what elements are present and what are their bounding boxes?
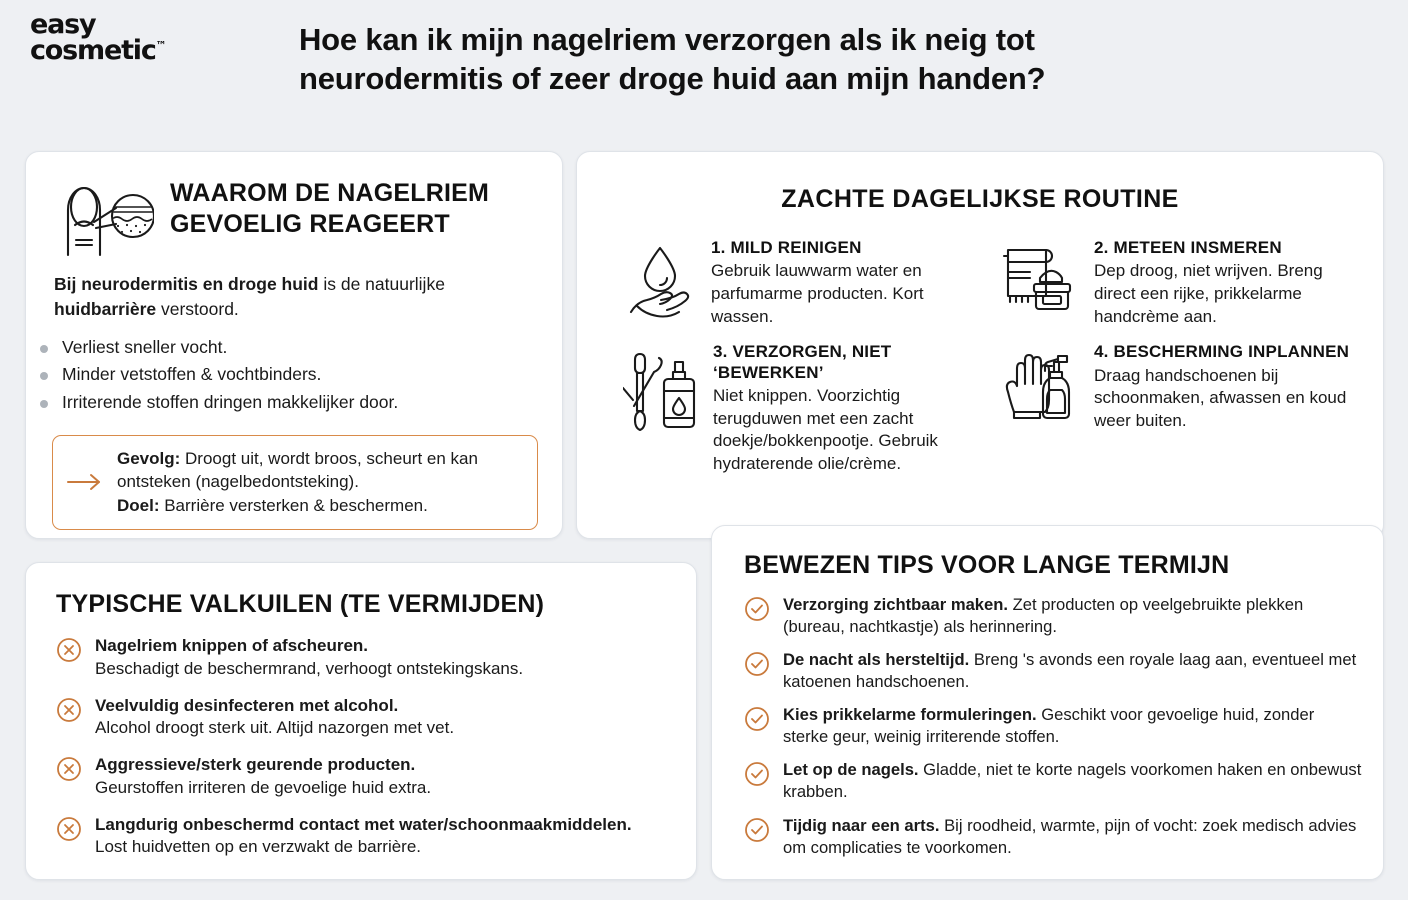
tip-text — [783, 649, 1363, 693]
circle-x-icon — [56, 637, 82, 663]
tip-bold: Kies prikkelarme formuleringen. — [783, 705, 1037, 725]
tip-text — [783, 594, 1363, 638]
page-title: Hoe kan ik mijn nagelriem verzorgen als ik neig tot neurodermitis of zeer droge huid aan mijn handen? — [299, 22, 1046, 97]
valkuilen-list — [26, 619, 696, 859]
card-waarom-bullet-list — [36, 334, 562, 417]
routine-step-3 — [623, 342, 986, 475]
routine-step-1 — [623, 238, 986, 328]
tip-detail: Zet producten op veelgebruikte plekken (bureau, nachtkastje) als herinnering. — [783, 595, 1304, 637]
list-item — [56, 754, 674, 800]
intro-end: verstoord. — [156, 298, 239, 319]
routine-steps-grid — [577, 214, 1383, 475]
tip-bold: De nacht als hersteltijd. — [783, 650, 970, 670]
water-drop-hand-icon — [623, 238, 697, 320]
valkuil-detail: Lost huidvetten op en verzwakt de barrière. — [95, 837, 422, 857]
routine-step-2 — [1000, 238, 1363, 328]
circle-x-icon — [56, 697, 82, 723]
intro-mid: is de natuurlijke — [318, 274, 445, 294]
trademark-symbol: ™ — [155, 38, 167, 52]
tip-text — [783, 704, 1363, 748]
list-item — [56, 814, 674, 860]
valkuil-text — [95, 635, 523, 681]
fingernail-skin-layers-icon — [54, 180, 154, 258]
callout-text — [117, 447, 523, 517]
brand-logo-line2: cosmetic™ — [30, 34, 167, 66]
valkuil-detail: Geurstoffen irriteren de gevoelige huid extra. — [95, 777, 432, 797]
callout-text-gevolg: Droogt uit, wordt broos, scheurt en kan ontsteken (nagelbedontsteking). — [117, 448, 478, 492]
card-waarom-header — [26, 152, 562, 258]
brand-logo-line1: easy — [30, 9, 96, 40]
list-item: Irriterende stoffen dringen makkelijker door. — [36, 389, 562, 417]
cuticle-pusher-oil-bottle-icon — [623, 342, 699, 438]
tip-text — [783, 759, 1363, 803]
valkuil-detail: Alcohol droogt sterk uit. Altijd nazorgen met vet. — [95, 718, 455, 738]
list-item: Minder vetstoffen & vochtbinders. — [36, 361, 562, 389]
card-dagelijkse-routine — [576, 151, 1384, 539]
card-tips-title: BEWEZEN TIPS VOOR LANGE TERMIJN — [744, 551, 1230, 579]
valkuil-text — [95, 695, 454, 741]
callout-label-gevolg: Gevolg: — [117, 448, 181, 468]
valkuil-bold: Veelvuldig desinfecteren met alcohol. — [95, 695, 399, 715]
valkuil-bold: Aggressieve/sterk geurende producten. — [95, 755, 416, 775]
list-item — [56, 635, 674, 681]
list-item — [744, 815, 1363, 859]
routine-step-2-body: Dep droog, niet wrijven. Breng direct een rijke, prikkelarme handcrème aan. — [1094, 261, 1323, 326]
card-typische-valkuilen — [25, 562, 697, 880]
callout-label-doel: Doel: — [117, 495, 160, 515]
glove-spray-bottle-icon — [1000, 342, 1080, 426]
list-item — [56, 695, 674, 741]
tip-bold: Let op de nagels. — [783, 760, 919, 780]
routine-step-4-body: Draag handschoenen bij schoonmaken, afwassen en koud weer buiten. — [1094, 365, 1347, 430]
valkuil-detail: Beschadigt de beschermrand, verhoogt ontstekingskans. — [95, 658, 524, 678]
routine-step-3-body: Niet knippen. Voorzichtig terugduwen met een zacht doekje/bokkenpootje. Gebruik hydraterende olie/crème. — [713, 386, 938, 473]
routine-step-4 — [1000, 342, 1363, 475]
intro-bold-1: Bij neurodermitis en droge huid — [54, 274, 319, 294]
circle-check-icon — [744, 651, 770, 677]
towel-cream-jar-icon — [1000, 238, 1080, 314]
card-waarom-intro — [26, 258, 562, 322]
valkuil-text — [95, 754, 431, 800]
tip-bold: Verzorging zichtbaar maken. — [783, 595, 1009, 614]
list-item — [744, 704, 1363, 748]
list-item: Verliest sneller vocht. — [36, 334, 562, 362]
arrow-right-icon — [65, 472, 105, 492]
card-routine-title: ZACHTE DAGELIJKSE ROUTINE — [781, 185, 1179, 213]
tip-text — [783, 815, 1363, 859]
callout-text-doel: Barrière versterken & beschermen. — [159, 495, 428, 515]
list-item — [744, 594, 1363, 638]
card-bewezen-tips — [711, 525, 1384, 880]
tip-detail: Geschikt voor gevoelige huid, zonder sterke geur, weinig irriterende stoffen. — [783, 705, 1315, 747]
card-waarom-nagelriem — [25, 151, 563, 539]
valkuil-bold: Nagelriem knippen of afscheuren. — [95, 636, 369, 655]
list-item — [744, 649, 1363, 693]
circle-check-icon — [744, 817, 770, 843]
valkuil-bold: Langdurig onbeschermd contact met water/schoonmaakmiddelen. — [95, 814, 632, 834]
tip-detail: Gladde, niet te korte nagels voorkomen haken en onbewust krabben. — [783, 760, 1362, 802]
routine-step-3-heading: 3. VERZORGEN, NIET ‘BEWERKEN’ — [713, 342, 892, 382]
card-valkuilen-title: TYPISCHE VALKUILEN (TE VERMIJDEN) — [56, 590, 545, 618]
brand-logo — [30, 9, 167, 66]
routine-step-1-body: Gebruik lauwwarm water en parfumarme producten. Kort wassen. — [711, 261, 924, 326]
routine-step-1-heading: 1. MILD REINIGEN — [711, 238, 862, 257]
routine-step-4-heading: 4. BESCHERMING INPLANNEN — [1094, 342, 1350, 362]
intro-bold-2: huidbarrière — [54, 298, 157, 319]
list-item — [744, 759, 1363, 803]
gevolg-doel-callout — [52, 435, 538, 530]
circle-check-icon — [744, 706, 770, 732]
circle-x-icon — [56, 756, 82, 782]
tip-detail: Breng 's avonds een royale laag aan, eventueel met katoenen handschoenen. — [783, 650, 1357, 692]
tip-bold: Tijdig naar een arts. — [783, 815, 940, 835]
routine-step-2-heading: 2. METEEN INSMEREN — [1094, 238, 1282, 257]
valkuil-text — [95, 814, 632, 860]
circle-check-icon — [744, 596, 770, 622]
tips-list — [712, 580, 1383, 859]
circle-check-icon — [744, 761, 770, 787]
circle-x-icon — [56, 816, 82, 842]
tip-detail: Bij roodheid, warmte, pijn of vocht: zoek medisch advies om complicaties te voorkomen. — [783, 815, 1357, 857]
card-waarom-title: WAAROM DE NAGELRIEM GEVOELIG REAGEERT — [170, 179, 490, 238]
